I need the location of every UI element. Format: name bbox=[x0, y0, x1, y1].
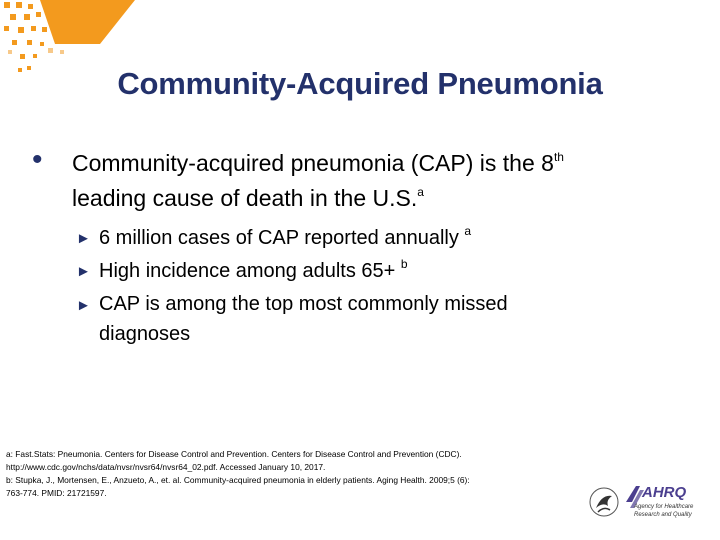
main-bullet-line1: Community-acquired pneumonia (CAP) is the 8 bbox=[72, 150, 554, 176]
main-bullet-line2: leading cause of death in the U.S. bbox=[72, 185, 418, 211]
sub-bullet-item bbox=[76, 289, 636, 349]
reference-line: a: Fast.Stats: Pneumonia. Centers for Disease Control and Prevention. Centers for Disease Control and Prevention (CDC). bbox=[6, 449, 462, 459]
footnote-mark: b bbox=[400, 257, 408, 271]
triangle-bullet-icon: ► bbox=[76, 263, 91, 280]
sub-bullet-list bbox=[76, 222, 636, 349]
hhs-logo-icon bbox=[588, 482, 620, 528]
references bbox=[6, 448, 566, 500]
bullet-dot-icon: • bbox=[32, 143, 43, 176]
triangle-bullet-icon: ► bbox=[76, 297, 91, 314]
sub-bullet-text: 6 million cases of CAP reported annually bbox=[99, 227, 459, 249]
reference-line: b: Stupka, J., Mortensen, E., Anzueto, A., et. al. Community-acquired pneumonia in elderly patients. Aging Health. 2009;5 (6): bbox=[6, 475, 470, 485]
reference-line: 763-774. PMID: 21721597. bbox=[6, 488, 107, 498]
main-bullet-text bbox=[72, 148, 712, 218]
footnote-mark: a bbox=[464, 224, 472, 238]
reference-url[interactable]: http://www.cdc.gov/nchs/data/nvsr/nvsr64/nvsr64_02.pdf. Accessed January 10, 2017. bbox=[6, 462, 326, 472]
footer-logos bbox=[582, 478, 720, 540]
ordinal-superscript: th bbox=[553, 150, 564, 164]
sub-bullet-text: CAP is among the top most commonly missed diagnoses bbox=[99, 293, 508, 345]
slide-title: Community-Acquired Pneumonia bbox=[117, 66, 603, 101]
sub-bullet-item bbox=[76, 222, 636, 255]
triangle-bullet-icon: ► bbox=[76, 230, 91, 247]
sub-bullet-item bbox=[76, 255, 636, 289]
ahrq-tagline-2: Research and Quality bbox=[634, 512, 692, 518]
footnote-mark-a: a bbox=[417, 185, 424, 199]
sub-bullet-text: High incidence among adults 65+ bbox=[99, 260, 396, 282]
ahrq-tagline-1: Agency for Healthcare bbox=[634, 504, 694, 510]
ahrq-wordmark: AHRQ bbox=[642, 484, 687, 501]
